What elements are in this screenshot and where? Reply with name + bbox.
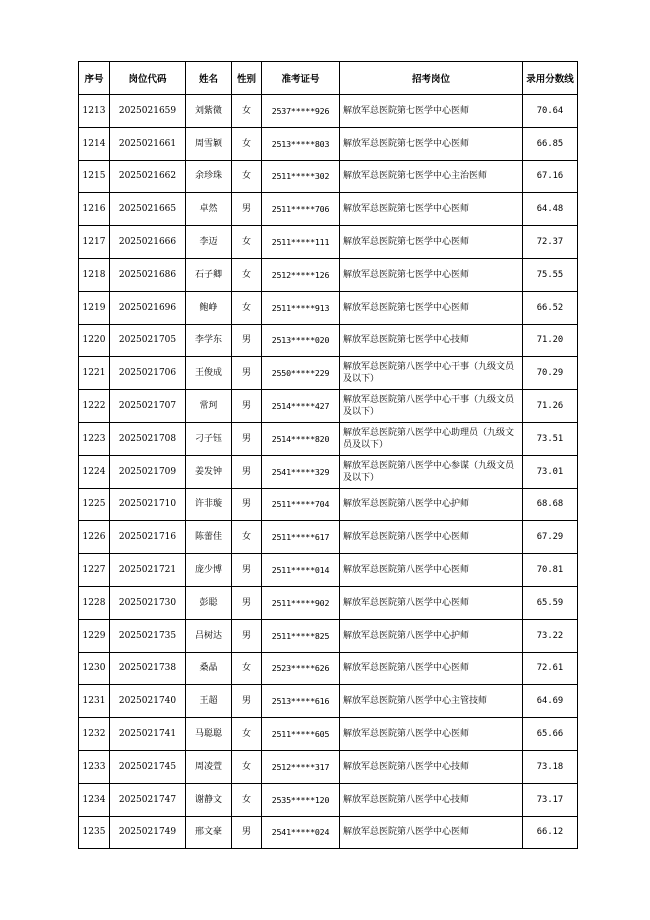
cell-position-code: 2025021710 bbox=[110, 488, 186, 521]
table-body bbox=[79, 95, 578, 849]
cell-exam-number: 2511*****704 bbox=[262, 488, 340, 521]
cell-position: 解放军总医院第八医学中心技师 bbox=[340, 783, 523, 816]
table-row bbox=[79, 783, 578, 816]
cell-position-code: 2025021706 bbox=[110, 357, 186, 390]
cell-score: 71.20 bbox=[523, 324, 578, 357]
cell-position: 解放军总医院第八医学中心助理员（九级文员及以下） bbox=[340, 422, 523, 455]
cell-index: 1233 bbox=[79, 750, 110, 783]
header-exam-number: 准考证号 bbox=[262, 62, 340, 95]
header-row bbox=[79, 62, 578, 95]
cell-name: 常珂 bbox=[186, 390, 232, 423]
cell-gender: 女 bbox=[232, 258, 262, 291]
cell-position: 解放军总医院第七医学中心医师 bbox=[340, 127, 523, 160]
cell-name: 刁子钰 bbox=[186, 422, 232, 455]
cell-position-code: 2025021659 bbox=[110, 95, 186, 128]
cell-index: 1231 bbox=[79, 685, 110, 718]
cell-index: 1230 bbox=[79, 652, 110, 685]
table-row bbox=[79, 619, 578, 652]
cell-position-code: 2025021661 bbox=[110, 127, 186, 160]
table-row bbox=[79, 750, 578, 783]
cell-gender: 男 bbox=[232, 554, 262, 587]
cell-position: 解放军总医院第七医学中心医师 bbox=[340, 226, 523, 259]
cell-position: 解放军总医院第七医学中心技师 bbox=[340, 324, 523, 357]
cell-position-code: 2025021666 bbox=[110, 226, 186, 259]
cell-index: 1224 bbox=[79, 455, 110, 488]
cell-position: 解放军总医院第八医学中心主管技师 bbox=[340, 685, 523, 718]
cell-score: 66.12 bbox=[523, 816, 578, 849]
cell-score: 66.85 bbox=[523, 127, 578, 160]
cell-gender: 男 bbox=[232, 455, 262, 488]
table-row bbox=[79, 455, 578, 488]
cell-position-code: 2025021708 bbox=[110, 422, 186, 455]
cell-score: 72.61 bbox=[523, 652, 578, 685]
table-row bbox=[79, 554, 578, 587]
table-row bbox=[79, 816, 578, 849]
cell-position-code: 2025021686 bbox=[110, 258, 186, 291]
cell-position-code: 2025021696 bbox=[110, 291, 186, 324]
cell-index: 1223 bbox=[79, 422, 110, 455]
cell-position: 解放军总医院第七医学中心医师 bbox=[340, 95, 523, 128]
cell-name: 余珍珠 bbox=[186, 160, 232, 193]
cell-exam-number: 2541*****024 bbox=[262, 816, 340, 849]
cell-position-code: 2025021709 bbox=[110, 455, 186, 488]
cell-name: 吕树达 bbox=[186, 619, 232, 652]
cell-score: 70.64 bbox=[523, 95, 578, 128]
cell-position-code: 2025021730 bbox=[110, 586, 186, 619]
cell-name: 周凌萱 bbox=[186, 750, 232, 783]
table-row bbox=[79, 652, 578, 685]
cell-name: 庞少博 bbox=[186, 554, 232, 587]
cell-gender: 男 bbox=[232, 324, 262, 357]
cell-position-code: 2025021662 bbox=[110, 160, 186, 193]
table-row bbox=[79, 193, 578, 226]
cell-name: 王超 bbox=[186, 685, 232, 718]
cell-score: 67.29 bbox=[523, 521, 578, 554]
cell-score: 73.18 bbox=[523, 750, 578, 783]
cell-gender: 女 bbox=[232, 160, 262, 193]
header-index: 序号 bbox=[79, 62, 110, 95]
cell-gender: 男 bbox=[232, 586, 262, 619]
cell-position: 解放军总医院第七医学中心医师 bbox=[340, 193, 523, 226]
cell-exam-number: 2511*****825 bbox=[262, 619, 340, 652]
header-position-code: 岗位代码 bbox=[110, 62, 186, 95]
cell-position: 解放军总医院第七医学中心医师 bbox=[340, 258, 523, 291]
cell-position-code: 2025021705 bbox=[110, 324, 186, 357]
cell-position-code: 2025021735 bbox=[110, 619, 186, 652]
table-row bbox=[79, 258, 578, 291]
cell-gender: 男 bbox=[232, 193, 262, 226]
table-row bbox=[79, 95, 578, 128]
cell-gender: 男 bbox=[232, 816, 262, 849]
cell-exam-number: 2514*****820 bbox=[262, 422, 340, 455]
cell-index: 1214 bbox=[79, 127, 110, 160]
cell-exam-number: 2511*****706 bbox=[262, 193, 340, 226]
cell-index: 1220 bbox=[79, 324, 110, 357]
results-table bbox=[78, 61, 578, 849]
cell-exam-number: 2512*****126 bbox=[262, 258, 340, 291]
cell-exam-number: 2511*****302 bbox=[262, 160, 340, 193]
cell-gender: 女 bbox=[232, 95, 262, 128]
cell-score: 66.52 bbox=[523, 291, 578, 324]
cell-position-code: 2025021749 bbox=[110, 816, 186, 849]
header-gender: 性别 bbox=[232, 62, 262, 95]
cell-position-code: 2025021707 bbox=[110, 390, 186, 423]
cell-gender: 女 bbox=[232, 521, 262, 554]
cell-score: 67.16 bbox=[523, 160, 578, 193]
table-row bbox=[79, 291, 578, 324]
cell-index: 1232 bbox=[79, 718, 110, 751]
cell-position-code: 2025021721 bbox=[110, 554, 186, 587]
cell-score: 73.17 bbox=[523, 783, 578, 816]
table-row bbox=[79, 586, 578, 619]
table-row bbox=[79, 226, 578, 259]
cell-index: 1221 bbox=[79, 357, 110, 390]
cell-exam-number: 2511*****913 bbox=[262, 291, 340, 324]
cell-name: 石子卿 bbox=[186, 258, 232, 291]
cell-name: 李迈 bbox=[186, 226, 232, 259]
cell-score: 73.01 bbox=[523, 455, 578, 488]
cell-name: 卓然 bbox=[186, 193, 232, 226]
cell-exam-number: 2512*****317 bbox=[262, 750, 340, 783]
cell-position: 解放军总医院第八医学中心医师 bbox=[340, 652, 523, 685]
cell-position: 解放军总医院第八医学中心技师 bbox=[340, 750, 523, 783]
header-score: 录用分数线 bbox=[523, 62, 578, 95]
cell-position-code: 2025021741 bbox=[110, 718, 186, 751]
table-row bbox=[79, 357, 578, 390]
cell-name: 王俊成 bbox=[186, 357, 232, 390]
cell-gender: 男 bbox=[232, 357, 262, 390]
cell-index: 1222 bbox=[79, 390, 110, 423]
cell-score: 73.22 bbox=[523, 619, 578, 652]
cell-score: 64.69 bbox=[523, 685, 578, 718]
cell-name: 许非璇 bbox=[186, 488, 232, 521]
cell-score: 68.68 bbox=[523, 488, 578, 521]
table-row bbox=[79, 390, 578, 423]
cell-index: 1217 bbox=[79, 226, 110, 259]
cell-gender: 男 bbox=[232, 619, 262, 652]
cell-position: 解放军总医院第八医学中心干事（九级文员及以下） bbox=[340, 390, 523, 423]
cell-gender: 男 bbox=[232, 685, 262, 718]
cell-position-code: 2025021738 bbox=[110, 652, 186, 685]
cell-score: 70.81 bbox=[523, 554, 578, 587]
cell-gender: 女 bbox=[232, 718, 262, 751]
cell-score: 73.51 bbox=[523, 422, 578, 455]
header-name: 姓名 bbox=[186, 62, 232, 95]
cell-position-code: 2025021747 bbox=[110, 783, 186, 816]
cell-exam-number: 2537*****926 bbox=[262, 95, 340, 128]
cell-index: 1227 bbox=[79, 554, 110, 587]
cell-gender: 女 bbox=[232, 291, 262, 324]
cell-exam-number: 2514*****427 bbox=[262, 390, 340, 423]
cell-name: 桑晶 bbox=[186, 652, 232, 685]
cell-gender: 女 bbox=[232, 750, 262, 783]
cell-name: 彭聪 bbox=[186, 586, 232, 619]
cell-score: 70.29 bbox=[523, 357, 578, 390]
cell-index: 1228 bbox=[79, 586, 110, 619]
cell-index: 1218 bbox=[79, 258, 110, 291]
cell-position: 解放军总医院第八医学中心医师 bbox=[340, 816, 523, 849]
cell-position: 解放军总医院第八医学中心医师 bbox=[340, 586, 523, 619]
cell-index: 1235 bbox=[79, 816, 110, 849]
cell-gender: 女 bbox=[232, 127, 262, 160]
cell-position-code: 2025021740 bbox=[110, 685, 186, 718]
cell-exam-number: 2511*****617 bbox=[262, 521, 340, 554]
cell-position: 解放军总医院第八医学中心护师 bbox=[340, 619, 523, 652]
cell-exam-number: 2511*****014 bbox=[262, 554, 340, 587]
cell-index: 1219 bbox=[79, 291, 110, 324]
cell-score: 75.55 bbox=[523, 258, 578, 291]
cell-position: 解放军总医院第八医学中心医师 bbox=[340, 718, 523, 751]
cell-score: 64.48 bbox=[523, 193, 578, 226]
cell-position-code: 2025021745 bbox=[110, 750, 186, 783]
cell-score: 65.66 bbox=[523, 718, 578, 751]
cell-score: 65.59 bbox=[523, 586, 578, 619]
cell-index: 1226 bbox=[79, 521, 110, 554]
cell-position: 解放军总医院第八医学中心医师 bbox=[340, 521, 523, 554]
header-position: 招考岗位 bbox=[340, 62, 523, 95]
cell-position: 解放军总医院第七医学中心主治医师 bbox=[340, 160, 523, 193]
table-row bbox=[79, 422, 578, 455]
cell-index: 1229 bbox=[79, 619, 110, 652]
table-row bbox=[79, 685, 578, 718]
cell-gender: 男 bbox=[232, 422, 262, 455]
cell-position: 解放军总医院第七医学中心医师 bbox=[340, 291, 523, 324]
cell-index: 1213 bbox=[79, 95, 110, 128]
cell-index: 1234 bbox=[79, 783, 110, 816]
cell-score: 72.37 bbox=[523, 226, 578, 259]
cell-name: 邢文豪 bbox=[186, 816, 232, 849]
cell-position: 解放军总医院第八医学中心护师 bbox=[340, 488, 523, 521]
cell-exam-number: 2523*****626 bbox=[262, 652, 340, 685]
cell-name: 鲍峥 bbox=[186, 291, 232, 324]
cell-index: 1215 bbox=[79, 160, 110, 193]
cell-position: 解放军总医院第八医学中心参谋（九级文员及以下） bbox=[340, 455, 523, 488]
cell-exam-number: 2535*****120 bbox=[262, 783, 340, 816]
cell-position-code: 2025021716 bbox=[110, 521, 186, 554]
cell-exam-number: 2541*****329 bbox=[262, 455, 340, 488]
cell-position: 解放军总医院第八医学中心干事（九级文员及以下） bbox=[340, 357, 523, 390]
cell-gender: 男 bbox=[232, 390, 262, 423]
table-row bbox=[79, 127, 578, 160]
cell-gender: 男 bbox=[232, 488, 262, 521]
cell-name: 马聪聪 bbox=[186, 718, 232, 751]
cell-exam-number: 2511*****902 bbox=[262, 586, 340, 619]
cell-gender: 女 bbox=[232, 652, 262, 685]
cell-name: 姜发钟 bbox=[186, 455, 232, 488]
cell-exam-number: 2511*****111 bbox=[262, 226, 340, 259]
cell-score: 71.26 bbox=[523, 390, 578, 423]
table-row bbox=[79, 160, 578, 193]
cell-exam-number: 2550*****229 bbox=[262, 357, 340, 390]
cell-name: 谢静文 bbox=[186, 783, 232, 816]
cell-gender: 女 bbox=[232, 783, 262, 816]
cell-index: 1225 bbox=[79, 488, 110, 521]
table-row bbox=[79, 718, 578, 751]
cell-exam-number: 2511*****605 bbox=[262, 718, 340, 751]
table-row bbox=[79, 521, 578, 554]
table-header bbox=[79, 62, 578, 95]
cell-name: 李学东 bbox=[186, 324, 232, 357]
cell-name: 刘紫微 bbox=[186, 95, 232, 128]
cell-exam-number: 2513*****616 bbox=[262, 685, 340, 718]
cell-name: 周雪颖 bbox=[186, 127, 232, 160]
cell-gender: 女 bbox=[232, 226, 262, 259]
cell-name: 陈蕾佳 bbox=[186, 521, 232, 554]
cell-exam-number: 2513*****803 bbox=[262, 127, 340, 160]
table-row bbox=[79, 488, 578, 521]
table-row bbox=[79, 324, 578, 357]
cell-position-code: 2025021665 bbox=[110, 193, 186, 226]
cell-index: 1216 bbox=[79, 193, 110, 226]
cell-position: 解放军总医院第八医学中心医师 bbox=[340, 554, 523, 587]
cell-exam-number: 2513*****020 bbox=[262, 324, 340, 357]
